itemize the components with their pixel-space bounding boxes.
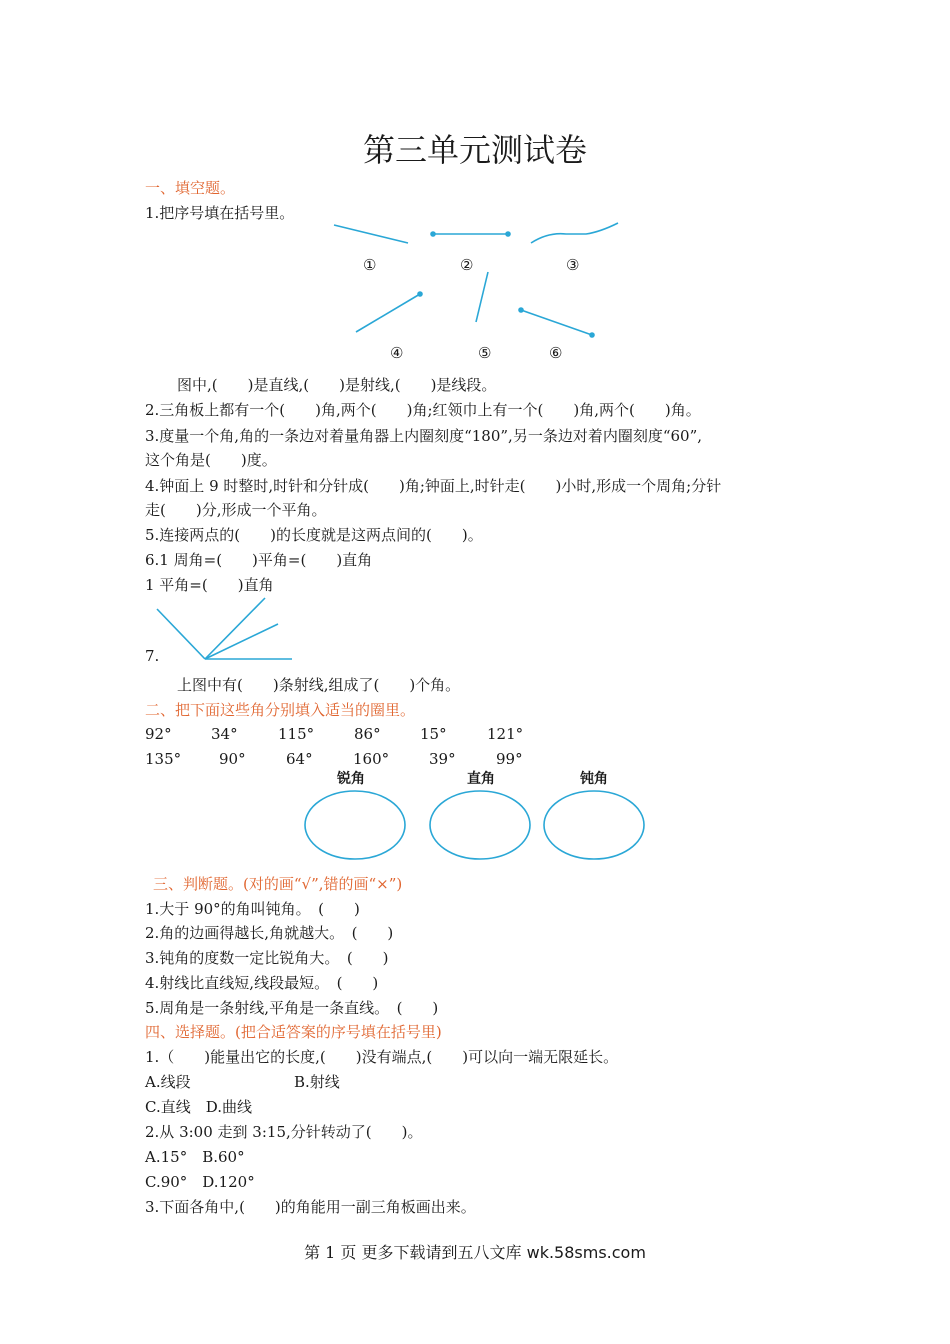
angle-value: 135° (145, 750, 182, 768)
acute-circle (305, 791, 405, 859)
q1-1-text: 1.把序号填在括号里。 (145, 204, 295, 222)
page-title: 第三单元测试卷 (362, 131, 587, 169)
figure-label-4: ④ (390, 344, 404, 362)
footer-text: 第 1 页 更多下载请到五八文库 (304, 1243, 527, 1262)
choice-q3: 3.下面各角中,( )的角能用一副三角板画出来。 (145, 1198, 476, 1216)
judge-item: 2.角的边画得越长,角就越大。 ( ) (145, 924, 394, 942)
figure-segment-6 (521, 310, 592, 335)
angle-value: 121° (487, 725, 524, 743)
q1-4-line2: 走( )分,形成一个平角。 (145, 501, 327, 519)
figure-label-6: ⑥ (549, 344, 563, 362)
section-1-heading: 一、填空题。 (145, 179, 236, 197)
figure-label-2: ② (460, 256, 474, 274)
right-circle (430, 791, 530, 859)
angle-value: 90° (219, 750, 246, 768)
q1-3-line1: 3.度量一个角,角的一条边对着量角器上内圈刻度“180”,另一条边对着内圈刻度“60”, (145, 427, 703, 445)
angle-ray-mid (205, 598, 265, 659)
footer-site-link[interactable]: wk.58sms.com (526, 1243, 646, 1262)
right-label: 直角 (467, 771, 495, 787)
choice-q2-option-cd: C.90° D.120° (145, 1173, 255, 1191)
q1-1-answer: 图中,( )是直线,( )是射线,( )是线段。 (177, 376, 497, 394)
section-3-heading: 三、判断题。(对的画“√”,错的画“×”) (153, 875, 403, 893)
q1-3-line2: 这个角是( )度。 (145, 451, 277, 469)
judge-item: 1.大于 90°的角叫钝角。 ( ) (145, 900, 360, 918)
choice-q2-option-ab: A.15° B.60° (145, 1148, 245, 1166)
choice-q1-option-b: B.射线 (294, 1073, 340, 1091)
figure-endpoint (418, 292, 422, 296)
figure-line-5 (476, 272, 488, 322)
figure-line-1 (334, 225, 408, 243)
page-footer (0, 1240, 950, 1266)
angle-value: 115° (278, 725, 315, 743)
choice-q2: 2.从 3:00 走到 3:15,分针转动了( )。 (145, 1123, 423, 1141)
angle-value: 99° (496, 750, 523, 768)
q1-7-label: 7. (145, 647, 160, 665)
figure-endpoint (506, 232, 510, 236)
angle-ray-left (157, 609, 205, 659)
q1-6-line1: 6.1 周角=( )平角=( )直角 (145, 551, 373, 569)
figure-curve-3 (531, 223, 618, 243)
judge-item: 5.周角是一条射线,平角是一条直线。 ( ) (145, 999, 439, 1017)
angle-value: 64° (286, 750, 313, 768)
angle-value: 15° (420, 725, 447, 743)
figure-ray-4 (356, 294, 420, 332)
figure-endpoint (519, 308, 523, 312)
angle-value: 160° (353, 750, 390, 768)
obtuse-label: 钝角 (580, 771, 608, 787)
figure-label-3: ③ (566, 256, 580, 274)
q1-7-text: 上图中有( )条射线,组成了( )个角。 (177, 676, 461, 694)
choice-q1: 1.（ )能量出它的长度,( )没有端点,( )可以向一端无限延长。 (145, 1048, 619, 1066)
q1-5-text: 5.连接两点的( )的长度就是这两点间的( )。 (145, 526, 483, 544)
angle-value: 39° (429, 750, 456, 768)
q1-6-line2: 1 平角=( )直角 (145, 576, 274, 594)
choice-q1-option-a: A.线段 (145, 1073, 191, 1091)
section-4-heading: 四、选择题。(把合适答案的序号填在括号里) (145, 1023, 442, 1041)
angle-value: 86° (354, 725, 381, 743)
obtuse-circle (544, 791, 644, 859)
angle-value: 92° (145, 725, 172, 743)
angle-ray-low (205, 624, 278, 659)
angle-value: 34° (211, 725, 238, 743)
q1-2-text: 2.三角板上都有一个( )角,两个( )角;红领巾上有一个( )角,两个( )角。 (145, 401, 701, 419)
judge-item: 4.射线比直线短,线段最短。 ( ) (145, 974, 379, 992)
acute-label: 锐角 (337, 771, 365, 787)
figure-endpoint (431, 232, 435, 236)
choice-q1-option-cd: C.直线 D.曲线 (145, 1098, 252, 1116)
judge-item: 3.钝角的度数一定比锐角大。 ( ) (145, 949, 389, 967)
section-2-heading: 二、把下面这些角分别填入适当的圈里。 (145, 701, 416, 719)
figure-label-1: ① (363, 256, 377, 274)
figure-label-5: ⑤ (478, 344, 492, 362)
figure-endpoint (590, 333, 594, 337)
q1-4-line1: 4.钟面上 9 时整时,时针和分针成( )角;钟面上,时针走( )小时,形成一个周角;分针 (145, 477, 722, 495)
